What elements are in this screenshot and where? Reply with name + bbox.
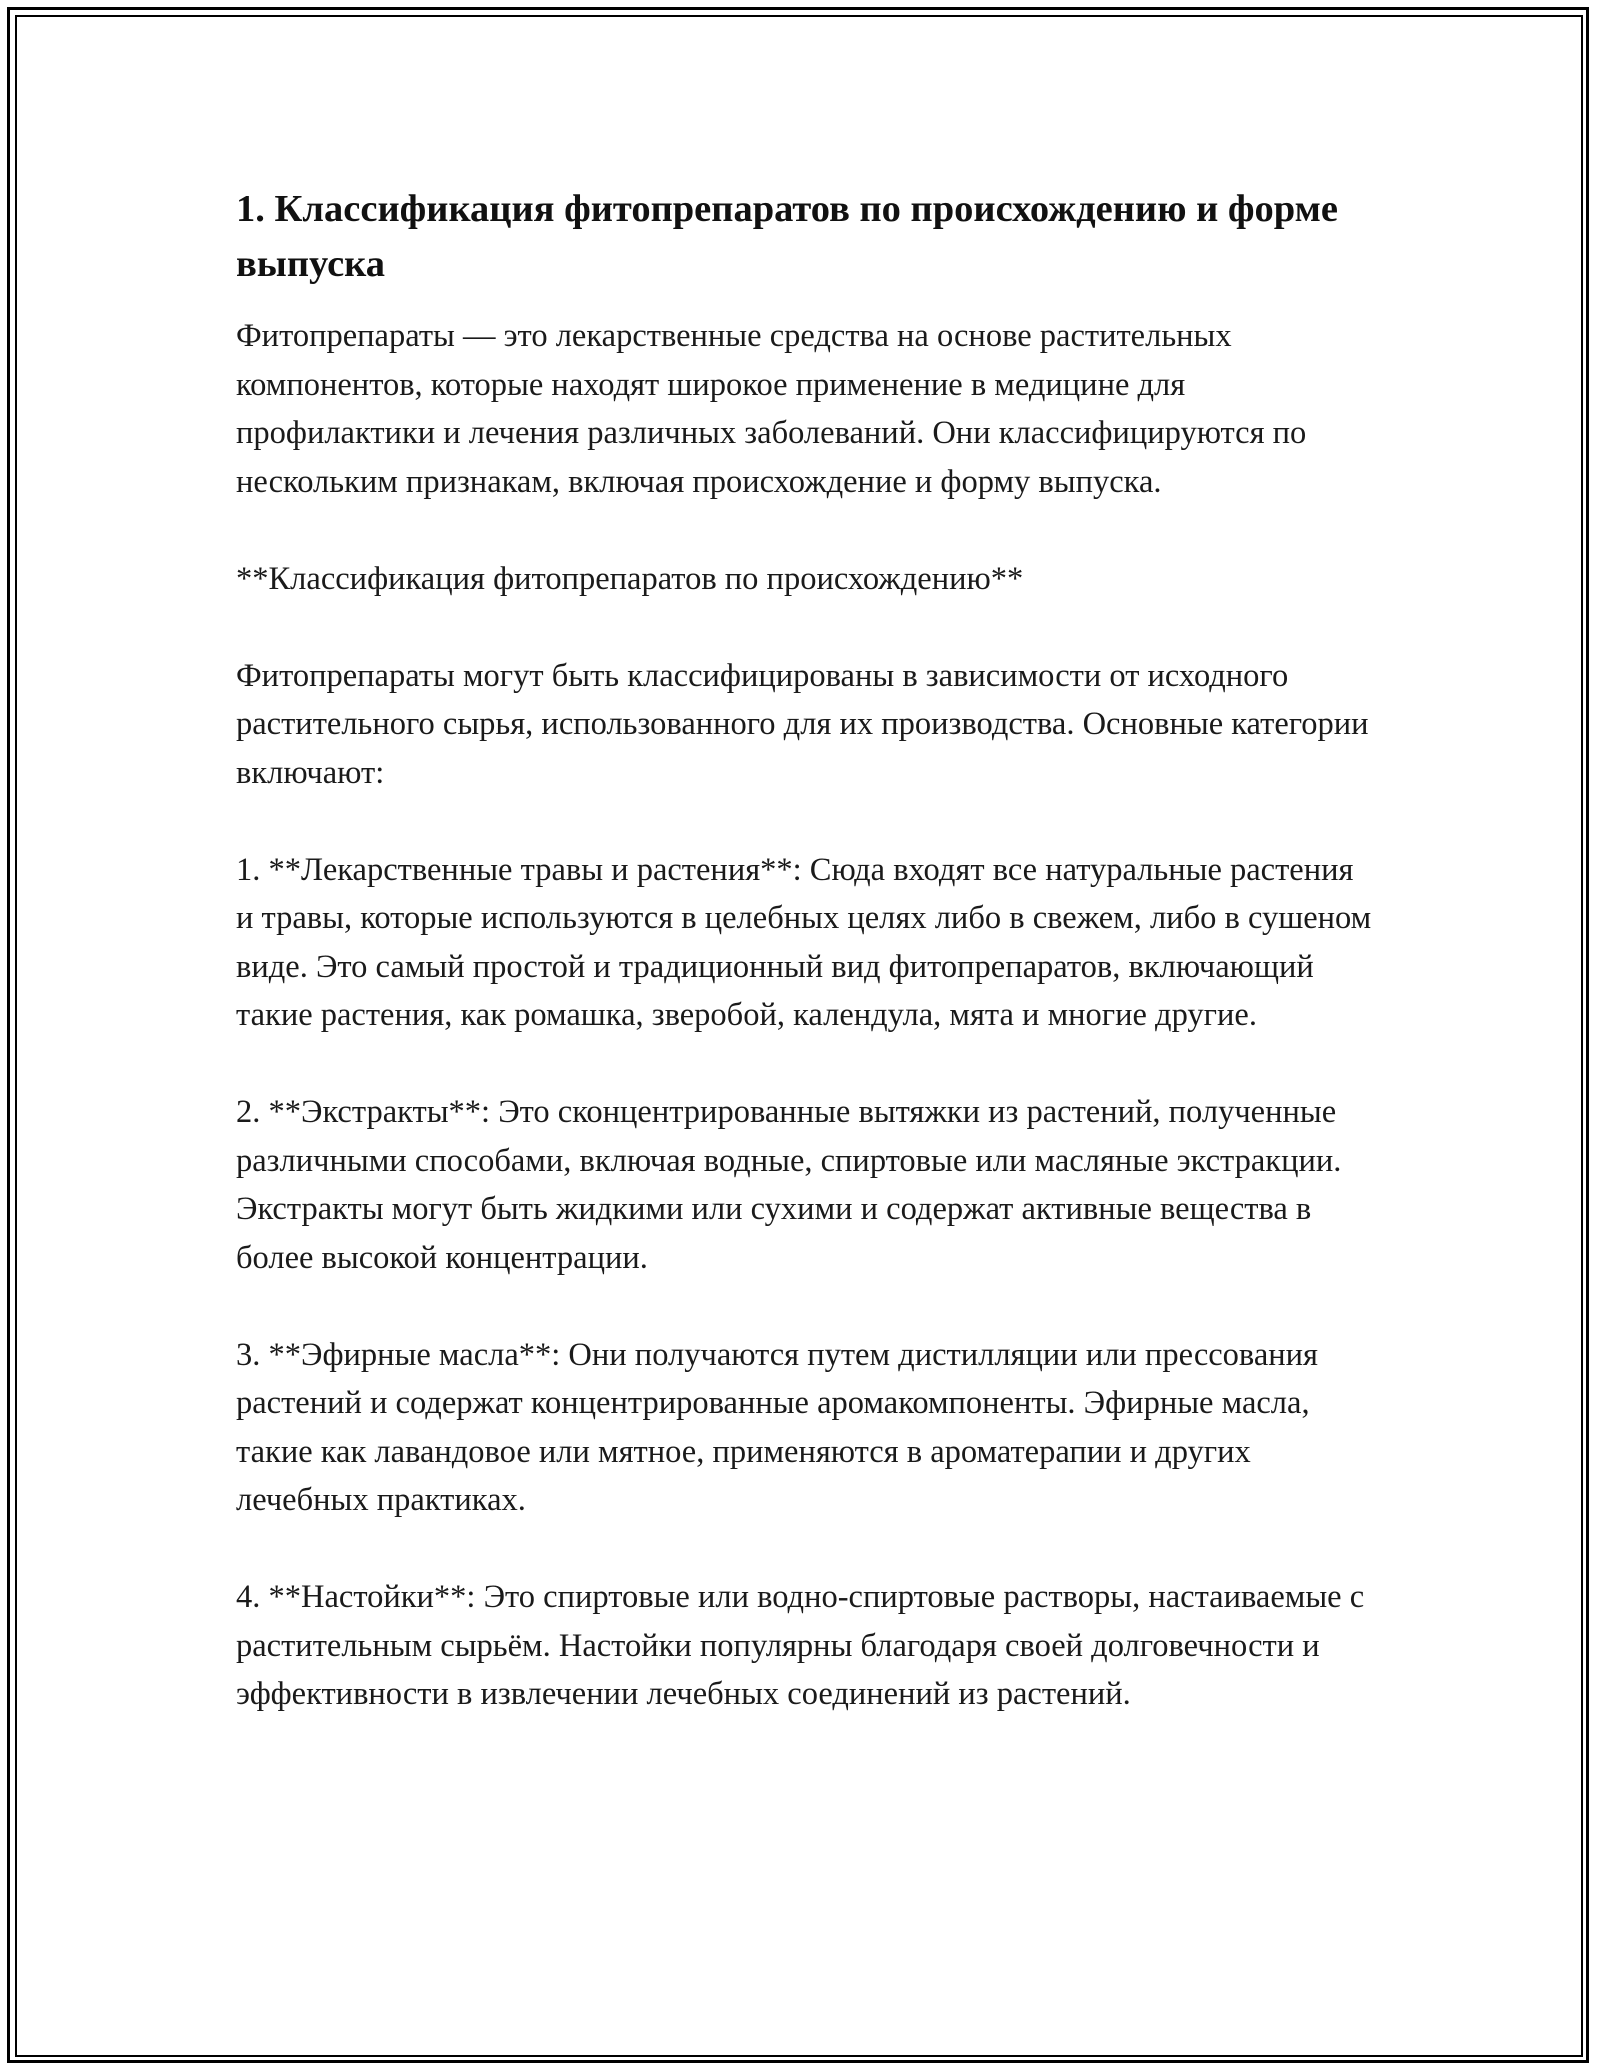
document-body (236, 182, 1376, 1767)
document-title: 1. Классификация фитопрепаратов по происхождению и форме выпуска (236, 188, 1338, 285)
intro-paragraph: Фитопрепараты — это лекарственные средства на основе растительных компонентов, которые находят широкое применение в медицине для профилактики и лечения различных заболеваний. Они классифицируются по нескольким признакам, включая происхождение и форму выпуска. (236, 318, 1307, 500)
section-intro-paragraph: Фитопрепараты могут быть классифицированы в зависимости от исходного растительного сырья, использованного для их производства. Основные категории включают: (236, 657, 1369, 791)
list-item-essential-oils: 3. **Эфирные масла**: Они получаются путем дистилляции или прессования растений и содержат концентрированные аромакомпоненты. Эфирные масла, такие как лавандовое или мятное, применяются в ароматерапии и других лечебных практиках. (236, 1336, 1318, 1518)
list-item-extracts: 2. **Экстракты**: Это сконцентрированные вытяжки из растений, полученные различными способами, включая водные, спиртовые или масляные экстракции. Экстракты могут быть жидкими или сухими и содержат активные вещества в более высокой концентрации. (236, 1094, 1342, 1276)
section-heading: **Классификация фитопрепаратов по происхождению** (236, 560, 1024, 597)
list-item-tinctures: 4. **Настойки**: Это спиртовые или водно-спиртовые растворы, настаиваемые с растительным сырьём. Настойки популярны благодаря своей долговечности и эффективности в извлечении лечебных соединений из растений. (236, 1579, 1365, 1712)
list-item-herbs: 1. **Лекарственные травы и растения**: Сюда входят все натуральные растения и травы, которые используются в целебных целях либо в свежем, либо в сушеном виде. Это самый простой и традиционный вид фитопрепаратов, включающий такие растения, как ромашка, зверобой, календула, мята и многие другие. (236, 851, 1372, 1033)
